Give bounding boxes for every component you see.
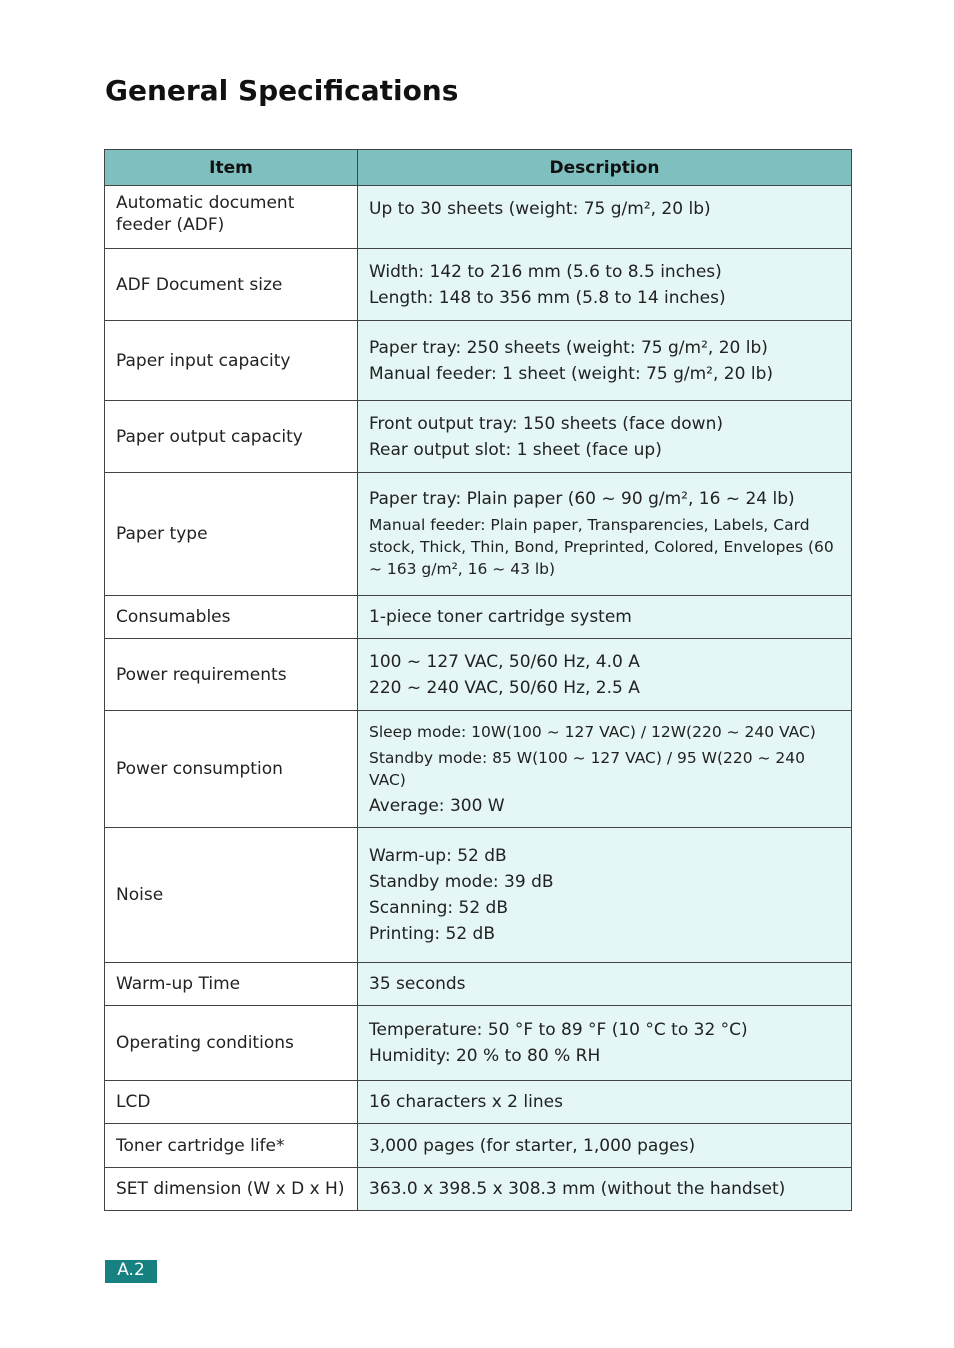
table-row [105,596,852,639]
table-row [105,1168,852,1211]
description-line: Scanning: 52 dB [369,898,509,918]
table-row [105,1124,852,1168]
description-cell [358,1168,852,1211]
table-row [105,963,852,1006]
description-line: Paper tray: Plain paper (60 ~ 90 g/m², 16 ~ 24 lb) [369,489,795,509]
item-cell: Noise [105,828,358,963]
description-line: Rear output slot: 1 sheet (face up) [369,439,662,460]
item-cell: Consumables [105,596,358,639]
description-cell [358,596,852,639]
description-cell [358,249,852,321]
table-row [105,828,852,963]
item-cell: Power requirements [105,639,358,711]
table-row [105,711,852,828]
description-line: 363.0 x 398.5 x 308.3 mm (without the handset) [369,1179,786,1199]
description-line: 220 ~ 240 VAC, 50/60 Hz, 2.5 A [369,677,640,698]
item-cell: Toner cartridge life* [105,1124,358,1168]
page-title: General Specifications [105,74,459,107]
description-line: 3,000 pages (for starter, 1,000 pages) [369,1135,696,1156]
description-line: Length: 148 to 356 mm (5.8 to 14 inches) [369,287,726,308]
description-line: Manual feeder: 1 sheet (weight: 75 g/m², 20 lb) [369,363,773,384]
description-line: Paper tray: 250 sheets (weight: 75 g/m², 20 lb) [369,337,768,358]
item-cell: Paper output capacity [105,401,358,473]
column-header-item: Item [105,150,358,186]
description-line: Manual feeder: Plain paper, Transparencies, Labels, Card stock, Thick, Thin, Bond, Preprinted, Colored, Envelopes (60 ~ 163 g/m², 16 ~ 43 lb) [369,516,834,578]
description-line: Average: 300 W [369,796,505,816]
item-cell: Warm-up Time [105,963,358,1006]
description-line: Standby mode: 85 W(100 ~ 127 VAC) / 95 W(220 ~ 240 VAC) [369,749,806,789]
item-cell: Power consumption [105,711,358,828]
description-line: Standby mode: 39 dB [369,872,554,892]
description-cell [358,401,852,473]
description-line: 16 characters x 2 lines [369,1092,563,1112]
description-cell [358,186,852,249]
description-cell [358,321,852,401]
table-row [105,1081,852,1124]
description-cell [358,963,852,1006]
item-cell: LCD [105,1081,358,1124]
description-cell [358,1081,852,1124]
table-row [105,639,852,711]
item-cell: Paper type [105,473,358,596]
description-line: 35 seconds [369,974,466,994]
table-row [105,186,852,249]
table-row [105,401,852,473]
item-cell: Paper input capacity [105,321,358,401]
description-line: Width: 142 to 216 mm (5.6 to 8.5 inches) [369,261,722,282]
description-line: Warm-up: 52 dB [369,846,507,866]
item-cell: SET dimension (W x D x H) [105,1168,358,1211]
description-cell [358,828,852,963]
description-line: 100 ~ 127 VAC, 50/60 Hz, 4.0 A [369,651,640,672]
description-line: Sleep mode: 10W(100 ~ 127 VAC) / 12W(220 ~ 240 VAC) [369,723,816,741]
column-header-description: Description [358,150,852,186]
description-line: Humidity: 20 % to 80 % RH [369,1046,601,1066]
specifications-table [104,149,852,1211]
table-row [105,321,852,401]
table-header-row [105,150,852,186]
table-row [105,249,852,321]
description-line: Up to 30 sheets (weight: 75 g/m², 20 lb) [369,199,711,219]
description-cell [358,473,852,596]
description-cell [358,711,852,828]
table-row [105,1006,852,1081]
item-cell: Automatic document feeder (ADF) [105,186,358,249]
description-cell [358,1006,852,1081]
description-cell [358,639,852,711]
page-number-badge: A.2 [105,1260,157,1283]
item-cell: ADF Document size [105,249,358,321]
description-line: Temperature: 50 °F to 89 °F (10 °C to 32 °C) [369,1020,748,1040]
description-line: 1-piece toner cartridge system [369,607,632,627]
description-line: Printing: 52 dB [369,924,496,944]
table-row [105,473,852,596]
item-cell: Operating conditions [105,1006,358,1081]
description-cell [358,1124,852,1168]
description-line: Front output tray: 150 sheets (face down) [369,413,723,434]
